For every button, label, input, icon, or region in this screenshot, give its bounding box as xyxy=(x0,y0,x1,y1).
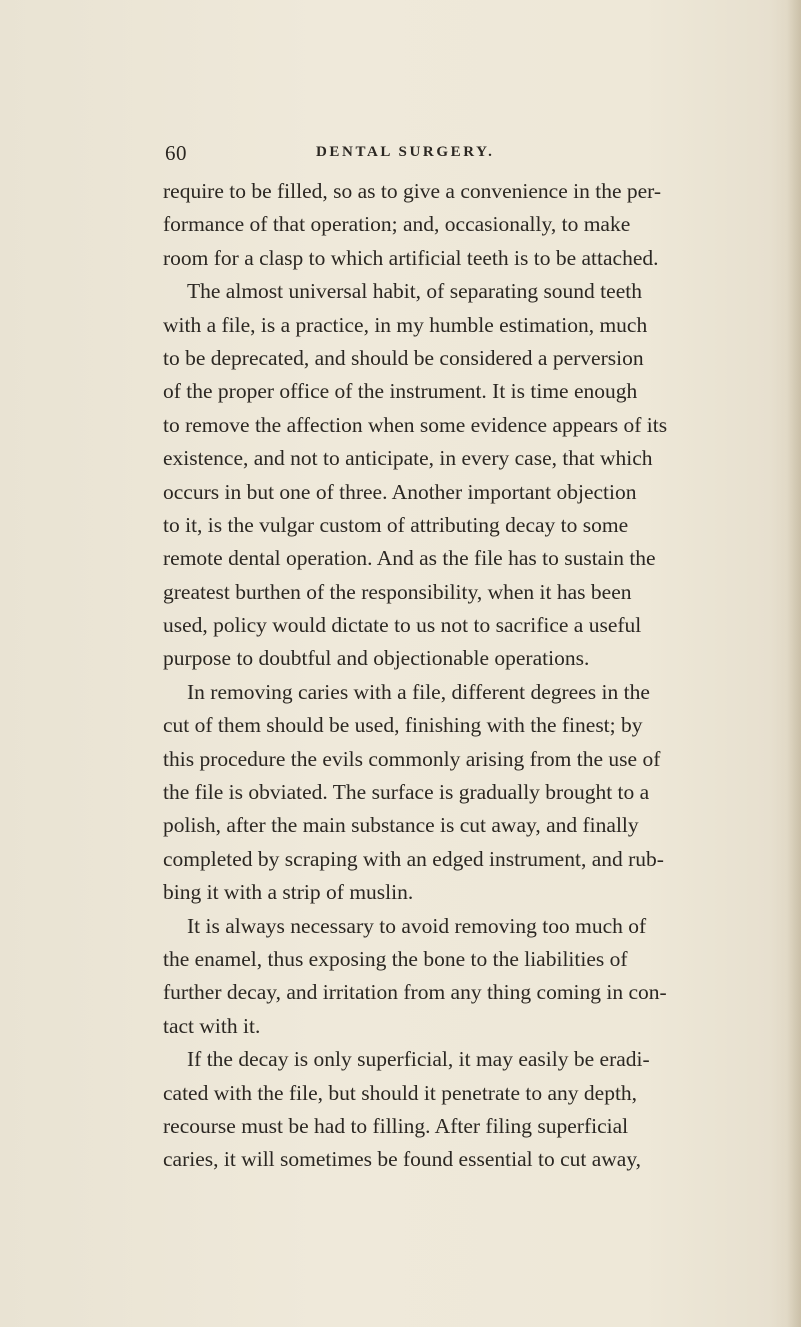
text-line: greatest burthen of the responsibility, when it has been xyxy=(163,579,632,604)
text-line: completed by scraping with an edged instrument, and rub- xyxy=(163,846,664,871)
text-line: The almost universal habit, of separating sound teeth xyxy=(187,279,642,304)
text-line: existence, and not to anticipate, in every case, that which xyxy=(163,446,653,471)
running-title: DENTAL SURGERY. xyxy=(316,144,495,160)
text-line: of the proper office of the instrument. It is time enough xyxy=(163,379,638,404)
text-line: formance of that operation; and, occasionally, to make xyxy=(163,212,631,237)
text-line: It is always necessary to avoid removing too much of xyxy=(187,913,647,938)
text-line: recourse must be had to filling. After filing superficial xyxy=(163,1113,629,1138)
text-line: the enamel, thus exposing the bone to the liabilities of xyxy=(163,946,628,971)
text-line: If the decay is only superficial, it may easily be eradi- xyxy=(187,1047,650,1072)
text-line: remote dental operation. And as the file has to sustain the xyxy=(163,546,656,571)
running-head xyxy=(0,141,801,169)
body-text xyxy=(163,175,668,1177)
text-line: require to be filled, so as to give a convenience in the per- xyxy=(163,179,662,203)
text-line: room for a clasp to which artificial teeth is to be attached. xyxy=(163,245,659,270)
text-line: tact with it. xyxy=(163,1013,261,1038)
text-line: the file is obviated. The surface is gradually brought to a xyxy=(163,780,650,805)
text-line: purpose to doubtful and objectionable operations. xyxy=(163,646,590,671)
text-line: In removing caries with a file, different degrees in the xyxy=(187,679,650,704)
text-line: to remove the affection when some evidence appears of its xyxy=(163,412,668,437)
text-line: bing it with a strip of muslin. xyxy=(163,880,414,905)
page-number: 60 xyxy=(165,141,187,165)
text-line: this procedure the evils commonly arising from the use of xyxy=(163,746,661,771)
text-line: further decay, and irritation from any thing coming in con- xyxy=(163,980,667,1005)
text-line: to be deprecated, and should be considered a perversion xyxy=(163,345,644,370)
text-line: polish, after the main substance is cut away, and finally xyxy=(163,813,639,838)
page-edge-shadow xyxy=(787,0,801,1327)
text-line: to it, is the vulgar custom of attributing decay to some xyxy=(163,512,629,537)
text-line: cut of them should be used, finishing with the finest; by xyxy=(163,713,643,738)
text-line: used, policy would dictate to us not to sacrifice a useful xyxy=(163,613,642,638)
text-line: caries, it will sometimes be found essential to cut away, xyxy=(163,1147,642,1172)
text-line: occurs in but one of three. Another important objection xyxy=(163,479,637,504)
text-line: with a file, is a practice, in my humble estimation, much xyxy=(163,312,648,337)
text-line: cated with the file, but should it penetrate to any depth, xyxy=(163,1080,638,1105)
